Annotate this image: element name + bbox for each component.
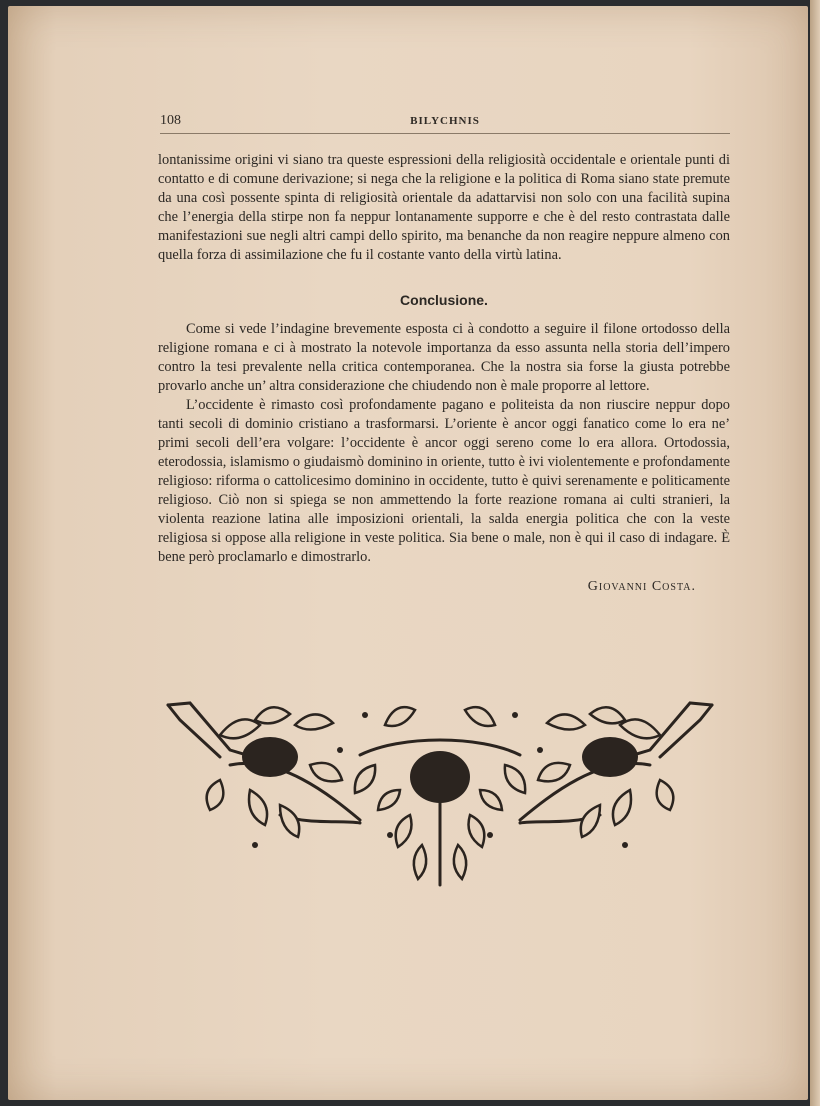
paragraph-intro: lontanissime origini vi siano tra queste espressioni della religiosità occidentale e orientale punti di contatto e di comune derivazione; si nega che la religione e la politica di Roma siano state premute da una così possente spinta di religiosità orientale da adattarvisi non solo con una facilità supina che l’energia della stirpe non fa neppur lontanamente supporre e che è del resto contrastata dalle manifestazioni sue negli altri campi dello spirito, ma benanche da non reagire neppure almeno con quella forza di assimilazione che fu il costante vanto della virtù latina. [158,152,730,263]
article-body [158,151,730,596]
paragraph-conclusion-2: L’occidente è rimasto così profondamente pagano e politeista da non riuscire neppur dopo tanti secoli di dominio cristiano a trasformarsi. L’oriente è ancor oggi fanatico come lo era ne’ primi secoli dell’era volgare: l’occidente è ancor oggi sereno come lo era allora. Ortodossia, eterodossia, islamismo o giudaismò dominino in oriente, tutto è ivi violentemente e profondamente religioso: riforma o cattolicesimo dominino in occidente, tutto è quivi serenamente e politicamente religioso. Ciò non si spiega se non ammettendo la forte reazione romana ai culti stranieri, la violenta reazione latina alle imposizioni orientali, la salda energia politica che con la veste religiosa si oppose alla religione in veste politica. Sia bene o male, non è qui il caso di indagare. È bene però proclamarlo e dimostrarlo. [158,397,730,565]
running-title: BILYCHNIS [410,115,480,127]
author-signature: Giovanni Costa. [587,579,696,594]
laurel-wreath-ornament-icon [160,695,720,895]
section-heading: Conclusione. [400,292,488,308]
page-number: 108 [160,113,181,128]
paragraph-conclusion-1: Come si vede l’indagine brevemente esposta ci à condotto a seguire il filone ortodosso della religione romana e ci à mostrato la notevole importanza da esso assunta nella storia dell’impero contro la tesi prevalente nella critica contemporanea. Che la nostra sia forse la giusta potrebbe provarlo anche un’ altra considerazione che chiudendo non è male proporre al lettore. [158,321,730,394]
page-header [160,113,730,134]
page-edge [810,0,820,1106]
